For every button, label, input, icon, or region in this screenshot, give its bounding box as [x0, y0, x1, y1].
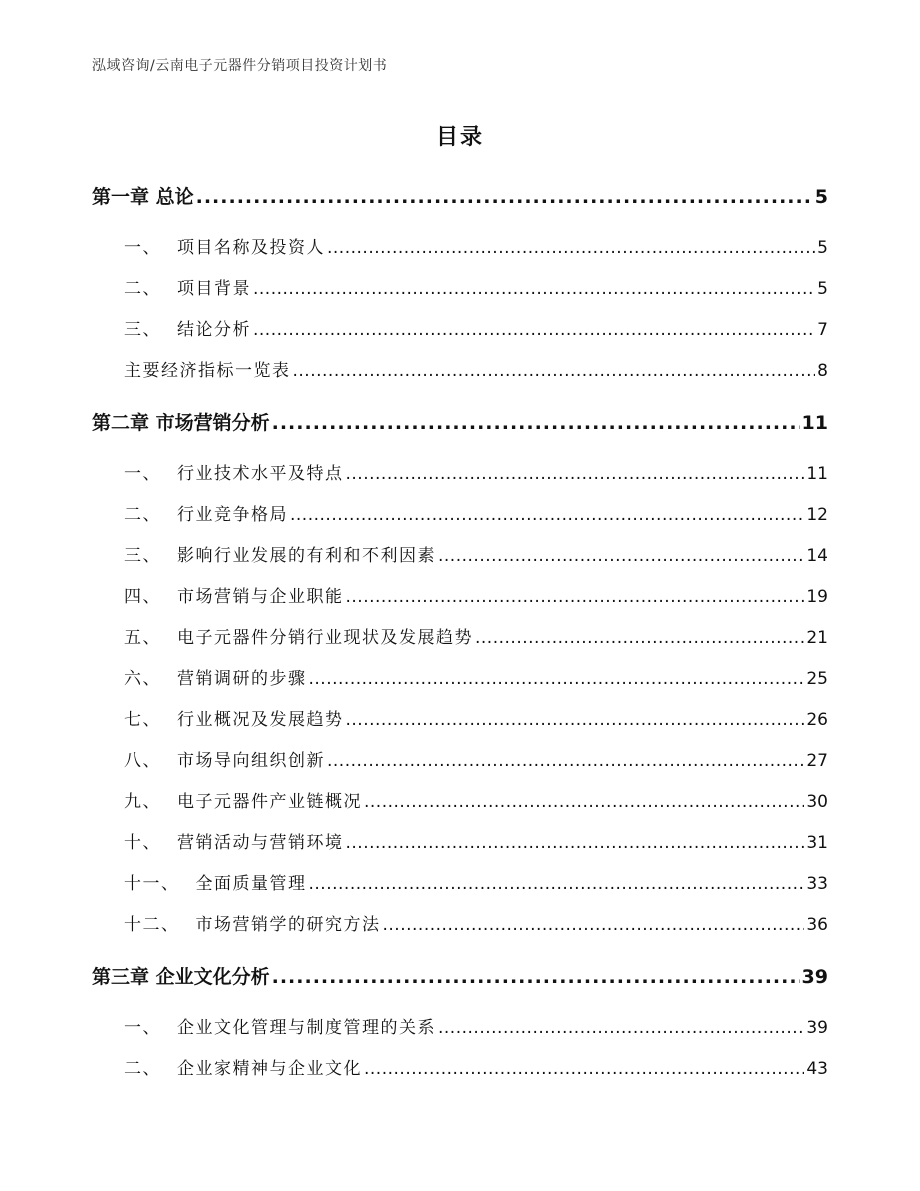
section-number: 四、: [124, 587, 161, 607]
page-number: 7: [817, 320, 828, 340]
section-title: 结论分析: [177, 320, 251, 340]
section-number: 一、: [124, 1018, 161, 1038]
chapter-title: 第二章 市场营销分析: [92, 412, 270, 434]
toc-section[interactable]: [92, 618, 828, 659]
section-number: 三、: [124, 320, 161, 340]
chapter-title: 第一章 总论: [92, 186, 194, 208]
section-number: 十二、: [124, 915, 180, 935]
dot-leader: [383, 905, 805, 946]
toc-section[interactable]: [92, 700, 828, 741]
page-number: 21: [806, 628, 828, 648]
toc-section[interactable]: [92, 659, 828, 700]
toc-section[interactable]: [92, 454, 828, 495]
section-title: 主要经济指标一览表: [124, 361, 291, 381]
toc-chapter[interactable]: [92, 178, 828, 217]
page-number: 5: [817, 238, 828, 258]
section-number: 五、: [124, 628, 161, 648]
dot-leader: [290, 495, 804, 536]
section-number: 十一、: [124, 874, 180, 894]
toc-section[interactable]: [92, 577, 828, 618]
toc-section[interactable]: [92, 1008, 828, 1049]
section-number: 二、: [124, 1059, 161, 1079]
dot-leader: [309, 864, 805, 905]
section-title: 营销调研的步骤: [177, 669, 307, 689]
page-number: 30: [806, 792, 828, 812]
dot-leader: [272, 958, 800, 997]
dot-leader: [253, 310, 815, 351]
dot-leader: [438, 536, 804, 577]
section-number: 九、: [124, 792, 161, 812]
toc-section[interactable]: [92, 351, 828, 392]
page-number: 27: [806, 751, 828, 771]
dot-leader: [309, 659, 805, 700]
page-number: 26: [806, 710, 828, 730]
section-title: 电子元器件分销行业现状及发展趋势: [177, 628, 473, 648]
dot-leader: [346, 700, 805, 741]
dot-leader: [364, 1049, 804, 1090]
table-of-contents: [92, 178, 828, 1090]
dot-leader: [272, 404, 800, 443]
dot-leader: [438, 1008, 804, 1049]
toc-section[interactable]: [92, 782, 828, 823]
section-title: 全面质量管理: [195, 874, 307, 894]
page-title: 目录: [435, 125, 484, 150]
section-number: 十、: [124, 833, 161, 853]
dot-leader: [253, 269, 815, 310]
dot-leader: [293, 351, 816, 392]
toc-chapter[interactable]: [92, 404, 828, 443]
toc-section[interactable]: [92, 228, 828, 269]
section-title: 行业技术水平及特点: [177, 464, 344, 484]
section-number: 二、: [124, 505, 161, 525]
dot-leader: [327, 228, 815, 269]
page-number: 31: [806, 833, 828, 853]
section-number: 八、: [124, 751, 161, 771]
page-number: 11: [801, 412, 828, 434]
page-number: 19: [806, 587, 828, 607]
toc-chapter[interactable]: [92, 958, 828, 997]
section-title: 项目背景: [177, 279, 251, 299]
page-number: 5: [817, 279, 828, 299]
section-title: 项目名称及投资人: [177, 238, 325, 258]
section-title: 市场导向组织创新: [177, 751, 325, 771]
section-number: 三、: [124, 546, 161, 566]
running-header: 泓域咨询/云南电子元器件分销项目投资计划书: [92, 58, 388, 74]
page-number: 33: [806, 874, 828, 894]
page-number: 8: [817, 361, 828, 381]
page-number: 25: [806, 669, 828, 689]
page-number: 39: [801, 966, 828, 988]
toc-section[interactable]: [92, 495, 828, 536]
toc-section[interactable]: [92, 1049, 828, 1090]
dot-leader: [475, 618, 804, 659]
section-title: 影响行业发展的有利和不利因素: [177, 546, 436, 566]
page-number: 43: [806, 1059, 828, 1079]
page-number: 11: [806, 464, 828, 484]
toc-section[interactable]: [92, 905, 828, 946]
toc-section[interactable]: [92, 823, 828, 864]
section-number: 一、: [124, 238, 161, 258]
section-title: 市场营销与企业职能: [177, 587, 344, 607]
section-number: 六、: [124, 669, 161, 689]
toc-section[interactable]: [92, 741, 828, 782]
dot-leader: [346, 823, 805, 864]
toc-section[interactable]: [92, 536, 828, 577]
section-number: 七、: [124, 710, 161, 730]
section-title: 企业文化管理与制度管理的关系: [177, 1018, 436, 1038]
section-title: 企业家精神与企业文化: [177, 1059, 362, 1079]
chapter-title: 第三章 企业文化分析: [92, 966, 270, 988]
toc-section[interactable]: [92, 864, 828, 905]
dot-leader: [364, 782, 804, 823]
section-title: 行业竞争格局: [177, 505, 288, 525]
section-title: 电子元器件产业链概况: [177, 792, 362, 812]
section-number: 二、: [124, 279, 161, 299]
page-number: 14: [806, 546, 828, 566]
toc-section[interactable]: [92, 310, 828, 351]
section-number: 一、: [124, 464, 161, 484]
page-number: 12: [806, 505, 828, 525]
page-number: 5: [814, 186, 828, 208]
dot-leader: [196, 178, 813, 217]
section-title: 市场营销学的研究方法: [195, 915, 381, 935]
page-number: 39: [806, 1018, 828, 1038]
toc-section[interactable]: [92, 269, 828, 310]
section-title: 营销活动与营销环境: [177, 833, 344, 853]
page-number: 36: [806, 915, 828, 935]
dot-leader: [346, 577, 805, 618]
dot-leader: [327, 741, 804, 782]
section-title: 行业概况及发展趋势: [177, 710, 344, 730]
dot-leader: [346, 454, 805, 495]
